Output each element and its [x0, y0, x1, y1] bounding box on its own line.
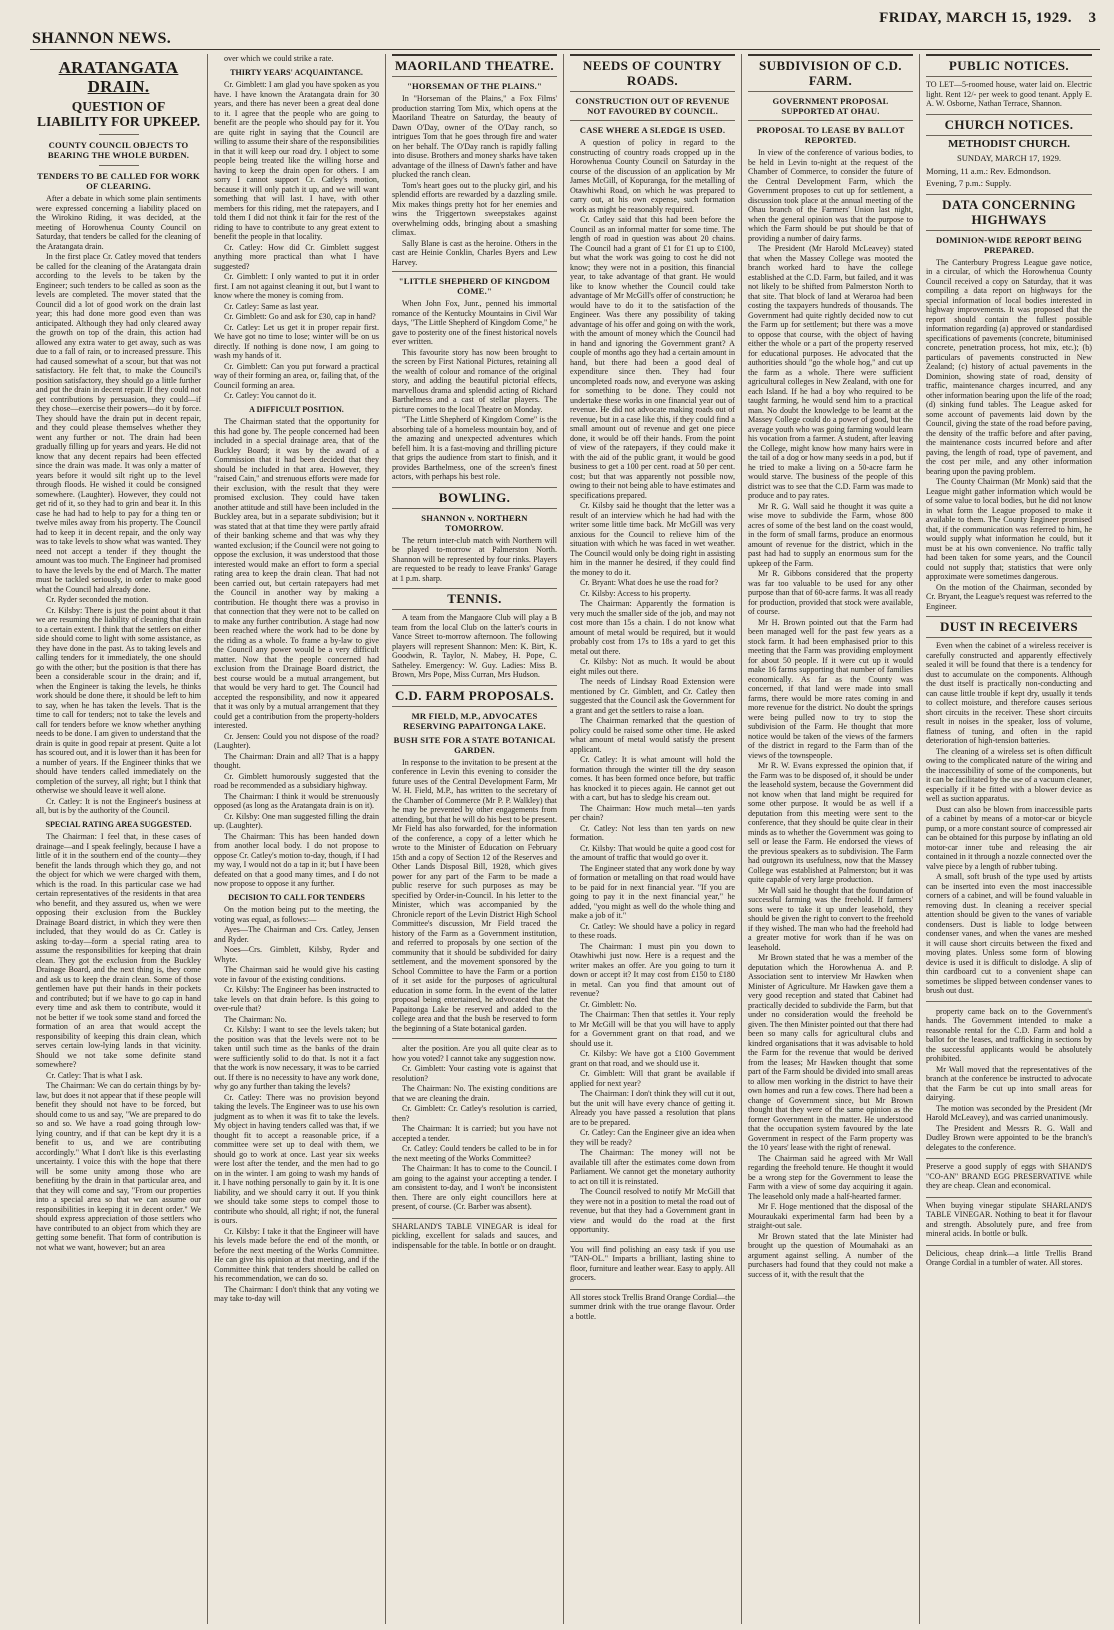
- paragraph: Cr. Gimblett: Go and ask for £30, cap in hand?: [224, 312, 376, 321]
- paragraph: Cr. Ryder seconded the motion.: [46, 595, 149, 604]
- paragraph: The Chairman: No.: [224, 1014, 287, 1024]
- paragraph: On the motion of the Chairman, seconded by Cr. Bryant, the League's request was referred to the Engineer.: [926, 582, 1092, 611]
- deck-government-proposal: GOVERNMENT PROPOSAL SUPPORTED AT OHAU.: [772, 96, 889, 116]
- paragraph: The Canterbury Progress League gave notice, in a circular, of which the Horowhenua County Council received a copy on Saturday, that it was compiling a data report on highways for the special information of local bodies interested in highway improvements. It was proposed that the report should contain the fullest possible information regarding (a) approved or standardised specifications of pavements (concrete, bituminised concrete, penetration process, hot mix, etc.); (b) particulars of pavements constructed in New Zealand; (c) history of actual pavements in the Dominion, showing state of road, density of traffic, maintenance charges incurred, and any other information bearing upon the life of the road; (d) sinking fund tables. The League asked for some account of pavements laid down by the Council, giving the state of the road before paving, the density of the traffic before and after paving, the maintenance costs incurred before and after paving, the length of road, type of pavement, and the cost per mile, and any other information bearing upon the paving problem.: [926, 257, 1092, 476]
- page-number: 3: [1088, 10, 1096, 26]
- paragraph: In "Horseman of the Plains," a Fox Films' production starring Tom Mix, which opens at the Maoriland Theatre on Saturday, the beauty of Dawn O'Day, owner of the O'Day ranch, so intrigues Tom that he goes through fire and water on her behalf. The O'Day ranch is rapidly falling into disuse. Brothers and money sharks have taken advantage of the illness of Dawn's father and have plucked the ranch clean.: [392, 94, 557, 179]
- paragraph: The Chairman: No. The existing conditions are that we are cleaning the drain.: [392, 1084, 557, 1103]
- column-5: [742, 54, 920, 1624]
- paper-name: SHANNON NEWS.: [32, 30, 172, 47]
- advertisement-egg-preservative: [926, 1158, 1092, 1191]
- deck-sledge: CASE WHERE A SLEDGE IS USED.: [570, 120, 735, 135]
- paragraph: This favourite story has now been brought to the screen by First National Pictures, retaining all the wealth of colour and romance of the original story, and adding the beautiful pictorial effects, marvellous drama and splendid acting of Richard Barthelmess and a cast of stellar players. The picture comes to the local Theatre on Monday.: [392, 347, 557, 414]
- column-4: [564, 54, 742, 1624]
- paragraph: In response to the invitation to be present at the conference in Levin this evening to consider the future uses of the Central Development Farm, Mr W. H. Field, M.P., has written to the secretary of the Chamber of Commerce (Mr P. P. Walkley) that he may be prevented by other engagements from attending, but that he will do his best to be present. Mr Field has also forwarded, for the information of the conference, a copy of a letter which he wrote to the Minister of Education on February 15th and a copy of Section 12 of the Reserves and Other Lands Disposal Bill, 1928, which gives power for any part of the Farm to be made a public reserve for such purposes as may be specified by Order-in-Council. In his letter to the Minister, which was accompanied by the Chronicle report of the Levin District High School Committee's discussion, Mr Field traced the history of the Farm as a Government institution, and referred to proposals by one section of the community that it should be subdivided for dairy settlement, and the movement sponsored by the School Committee to have the Farm or a portion of it set aside for the purposes of agricultural education in some form. In the event of the latter proposal being entertained, he advocated that the Papaitonga Lake be reserved and added to the college area and that the bush be reserved to form the beginning of a State botanical garden.: [392, 757, 557, 1033]
- headline-maoriland-theatre: MAORILAND THEATRE.: [392, 54, 557, 77]
- church-morning-service: Morning, 11 a.m.: Rev. Edmondson.: [926, 165, 1051, 176]
- deck-construction-revenue: CONSTRUCTION OUT OF REVENUE NOT FAVOURED BY COUNCIL.: [575, 96, 730, 116]
- deck-lease-ballot: PROPOSAL TO LEASE BY BALLOT REPORTED.: [748, 120, 913, 145]
- deck-little-shepherd: "LITTLE SHEPHERD OF KINGDOM COME.": [392, 271, 557, 296]
- paragraph: The Council resolved to notify Mr McGill that they were not in a position to metal the road out of revenue, but that they had a Government grant in view and would do the road at the first opportunity.: [570, 1187, 735, 1234]
- deck-dominion-report: DOMINION-WIDE REPORT BEING PREPARED.: [935, 234, 1083, 255]
- paragraph: Even when the cabinet of a wireless receiver is carefully constructed and apparently effectively sealed it will be found that there is a tendency for dust to accumulate on the components. Although the dust itself is practically non-conducting and can cause little trouble if kept dry, usually it tends to collect moisture, and therefore causes serious short circuits in the receiver. These short circuits result in noises in the speaker, loss of volume, flatness of tuning, and often in the rapid deterioration of high-tension batteries.: [926, 641, 1092, 745]
- paragraph: The County Chairman (Mr Monk) said that the League might gather information which would be of some value to local bodies, but he did not know in what form the League proposed to make it available to them. The County Engineer promised that, if the communication was referred to him, he would supply what information he could, but it must be at his own convenience. No traffic tally had been taken for some years, and the Council could not supply that; statistics that were only approximate were sometimes dangerous.: [926, 477, 1092, 581]
- paragraph: Cr. Kilsby: One man suggested filling the drain up. (Laughter).: [214, 811, 379, 830]
- advertisement-text: All stores stock Trellis Brand Orange Cordial—the summer drink with the true orange flavour. Order a bottle.: [570, 1292, 736, 1321]
- headline-bowling: BOWLING.: [392, 487, 557, 509]
- paragraph: over which we could strike a rate.: [224, 54, 334, 63]
- paragraph: The Chairman: I don't think they will cut it out, but the unit will have every chance of getting it. Already you have passed a resolution that plans are to be prepared.: [570, 1089, 735, 1127]
- paragraph: Cr. Catley said that this had been before the Council as an informal matter for some time. The length of road in question was about 20 chains. The Council had a grant of £1 for £1 up to £100, but what the work was going to cost he did not know; they were not in a position, this financial year, to take advantage of that grant. He would like to know whether the Council could take advantage of Mr McGill's offer of construction; he would have to do it to the satisfaction of the Engineer. Was there any possibility of taking advantage of his offer and going on with the work, with the amount of money which the Council had in hand and ignoring the Government grant? A couple of months ago they had a certain amount in hand, but there had been a good deal of expenditure since then. They had four uncompleted roads now, and everyone was asking for something to be done. They could not undertake these works in one financial year out of revenue. He did not advocate making roads out of revenue, but in a case like this, if they could find a small amount out of revenue and get one piece done, it would be off their hands. From the point of view of the ratepayers, if they could make it with the aid of the public grant, it would be good business to get a 100 per cent. road at 50 per cent. cost; but that was apparently not possible now, owing to their not being able to have estimates and specifications prepared.: [570, 215, 735, 500]
- paragraph: Mr H. Brown pointed out that the Farm had been managed well for the past few years as a stock farm. It had been emphasised prior to this meeting that the Farm was providing employment for about 50 people. If it were cut up it would make 16 farms supporting that number of families economically. As far as the County was concerned, if that land were made into small farms, there would be more rates coming in and more revenue for the district. No doubt the springs were being pulled now to try to stop the subdivision of the Farm. He thought that more notice would be taken of the views of the farmers of the district in regard to the Farm than of the views of the townspeople.: [748, 617, 913, 760]
- paragraph: On the motion being put to the meeting, the voting was equal, as follows:—: [214, 905, 379, 924]
- paragraph: The return inter-club match with Northern will be played to-morrow at Palmerston North. Shannon will be represented by four rinks. Players are requested to be ready to leave Franks' Garage at 1 p.m. sharp.: [392, 535, 557, 583]
- paragraph: A team from the Mangaore Club will play a B team from the local Club on the latter's courts in Vance Street to-morrow afternoon. The following players will represent Shannon: Men: K. Birt, K. Goodwin, R. Taylor, N. Mabey, H. Pope, C. Satheley. Emergency: W. Guy. Ladies: Miss B. Brown, Mrs Pope, Miss Curran, Mrs Hudson.: [392, 613, 557, 679]
- paragraph: The President and Messrs R. G. Wall and Dudley Brown were appointed to be the branch's delegates to the conference.: [926, 1123, 1092, 1152]
- paragraph: Mr Brown stated that the late Minister had brought up the question of Moumahaki as an argument against selling. A number of the purchasers had found that they could not make a success of it, with the result that the: [748, 1231, 913, 1279]
- paragraph: Mr Wall said he thought that the foundation of successful farming was the freehold. If farmers' sons were to take it up under leasehold, they should be given the right to convert to the freehold if they wished. The man who had the freehold had a greater motive for work than if he was on leasehold.: [748, 885, 913, 952]
- paragraph: Cr. Gimblett: Can you put forward a practical way of their forming an area, or, failing that, of the Council forming an area.: [214, 361, 379, 390]
- paragraph: A question of policy in regard to the constructing of country roads cropped up in the Horowhenua County Council on Saturday in the course of the discussion of an application by Mr James McGill, of Kopuranga, for the metalling of Otawhiwhi Road, on which he was prepared to carry out, at his own expense, such formation work as might be reasonably required.: [570, 138, 735, 214]
- paragraph: The President (Mr Harold McLeavey) stated that when the Massey College was mooted the branch worked hard to have the college established at the C.D. Farm, but failed, and it was not likely to be shifted from Palmerston North to that site. That block of land at Weraroa had been costing the taxpayers hundreds of thousands. The Government had quite rightly decided now to cut the Farm up for settlement; but there was a move to oppose that course, with the object of having either the whole or a part of the property reserved for educational purposes. He advocated that the authorities should "go the whole hog," and cut up the farm as a whole. There were sufficient agricultural colleges in New Zealand, with one for each Island. If he had a boy who required to be taught farming, he would send him to a practical man. No doubt the knowledge to be learnt at the Massey College could do a power of good, but the average youth who was going farming would learn his vocation from a farmer. A student, after leaving the College, might know how many hairs were in the tail of a dog or how many seeds in a pod, but if he tried to make a living on a 50-acre farm he would starve. The business of the people of this district was to see that the C.D. Farm was made to produce and to pay rates.: [748, 244, 913, 500]
- divider: [99, 134, 139, 135]
- advertisement-text: When buying vinegar stipulate SHARLAND'S TABLE VINEGAR. Nothing to beat it for flavour and strength. Absolutely pure, and free from mineral acids. In bottle or bulk.: [926, 1200, 1092, 1238]
- paragraph: Cr. Gimblett: I am glad you have spoken as you have. I have known the Aratangata drain for 30 years, and there has never been a great deal done to it. I agree that the people who are going to benefit are the people who should pay for it. You are quite right in saying that the Council are willing to assume their share of the responsibilities in that it will keep our road dry. I object to some people being treated like the willing horse and having to keep the drain open for others. I am sorry I cannot support Cr. Catley's motion, because it will only patch it up, and we will want something that will last. I have, with other members for this riding, met the ratepayers, and I told them I did not think it fair for the rest of the riding to have to contribute to any great extent to benefit the people in that locality.: [214, 80, 379, 241]
- paragraph: Cr. Kilsby: Access to his property.: [580, 588, 691, 598]
- paragraph: The Chairman: The money will not be available till after the estimates come down from Parliament. We cannot get the monetary authority to act on till it is reinstated.: [570, 1148, 735, 1186]
- paragraph: The motion was seconded by the President (Mr Harold McLeavey), and was carried unanimously.: [926, 1103, 1092, 1122]
- paragraph: The Chairman: I don't think that any voting we may take to-day will: [214, 1284, 379, 1303]
- paragraph: "The Little Shepherd of Kingdom Come" is the absorbing tale of a homeless mountain boy, and of the amazing and unexpected adventures which befell him. It is a fast-moving and thrilling picture that grips the audience from start to finish, and it provides Barthelmess, one of the screen's finest actors, with perhaps his best role.: [392, 415, 557, 481]
- paragraph: Cr. Gimblett: Cr. Catley's resolution is carried, then?: [392, 1104, 557, 1123]
- paragraph: Dust can also be blown from inaccessible parts of a cabinet by means of a motor-car or bicycle pump, or a more constant source of compressed air can be obtained for this purpose by inflating an old motor-car inner tube and releasing the air contained in it through a nozzle connected over the valve piece by a length of rubber tubing.: [926, 804, 1092, 871]
- paragraph: The Chairman: I must pin you down to Otawhiwhi just now. Here is a request and the writer makes an offer. Are you going to turn it down or accept it? It may cost from £150 to £180 in metal. Can you find that amount out of revenue?: [570, 941, 735, 998]
- paragraph: Mr R. W. Evans expressed the opinion that, if the Farm was to be disposed of, it should be under the leasehold system, because the Government did not know when that land might be required for some other purpose. It would be as well if a deputation from this meeting were sent to the conference, that they should be quite clear in their minds as to whether the Government was going to sell or lease the Farm. He endorsed the views of the previous speakers as to subdivision. The Farm had outgrown its usefulness, now that the Massey College was established at Palmerston; but it was quite capable of very large production.: [748, 761, 913, 884]
- advertisement-text: SHARLAND'S TABLE VINEGAR is ideal for pickling, excellent for salads and sauces, and indispensable for the table. In bottle or on draught.: [392, 1221, 557, 1250]
- advertisement-tan-ol: [570, 1241, 735, 1283]
- paragraph: The Chairman: Apparently the formation is very much the smaller side of the job, and may not cost more than 15s a chain. I do not know what amount of metal would be required, but it would probably cost from 17s to 18s a yard to get this metal out there.: [570, 599, 735, 656]
- deck-shannon-northern: SHANNON v. NORTHERN TOMORROW.: [421, 512, 528, 533]
- paragraph: Cr. Catley: Same as last year.: [224, 301, 319, 311]
- paragraph: Cr. Kilsby: Not as much. It would be about eight miles out there.: [570, 657, 735, 676]
- paragraph: The Chairman: It is carried; but you have not accepted a tender.: [392, 1124, 557, 1143]
- paragraph: The Chairman said he would give his casting vote in favour of the existing conditions.: [214, 965, 379, 984]
- paragraph: Noes—Crs. Gimblett, Kilsby, Ryder and Whyte.: [214, 945, 379, 964]
- paragraph: Mr Wall moved that the representatives of the branch at the conference be instructed to advocate that the Farm be cut up into small areas for dairying.: [926, 1064, 1092, 1102]
- side-head-difficult-position: A DIFFICULT POSITION.: [249, 404, 344, 414]
- paragraph: The Chairman stated that the opportunity for this had gone by. The people concerned had been included in a special drainage area, that of the Buckley Board; it was by the award of a Commission that it had been decided that they should be included in that area. However, they "raised Cain," and strenuous efforts were made for their exclusion, with the result that they were promised exclusion. They could have taken another attitude and still have been included in the Buckley area, but in a separate subdivision; but it was stated that at that time they were partly afraid of their banking scheme and that was why they wanted exclusion; if the Council were not going to oppose the exclusion, it was understood that those interested would make an effort to form a special rating area to keep the drain clean. That had not been carried out, but certain ratepayers had met the Council in another way by making a contribution. He thought there was a proviso in that connection that they were not to be called on to make any further contribution. A stage had now been reached where the work had to be done by the riding as a whole. To frame a by-law to give the Council any power would be a very difficult matter. Now that the people concerned had exclusion from the Drainage Board district, the best course would be a mutual arrangement, but that would be very hard to get. The Council had accepted the responsibility, and now it appeared that it was only by a mutual arrangement that they could get a contribution from the property-holders interested.: [214, 417, 379, 730]
- paragraph: Cr. Catley: We should have a policy in regard to these roads.: [570, 921, 735, 940]
- divider: [99, 165, 139, 166]
- paragraph: Cr. Catley: How did Cr. Gimblett suggest anything more practical than what I have suggested?: [214, 242, 379, 271]
- paragraph: The needs of Lindsay Road Extension were mentioned by Cr. Gimblett, and Cr. Catley then suggested that the Council ask the Government for a grant and get the settlers to raise a loan.: [570, 677, 735, 715]
- side-head-special-rating: SPECIAL RATING AREA SUGGESTED.: [45, 819, 192, 829]
- column-3: [386, 54, 564, 1624]
- paragraph: The Chairman: It has to come to the Council. I am going to the against your accepting a tender. I am consistent to-day, and I won't be inconsistent then. There are only eight councillors here at present, of course. (Cr. Barber was absent).: [392, 1164, 557, 1211]
- paragraph: alter the position. Are you all quite clear as to how you voted? I cannot take any suggestion now.: [392, 1044, 557, 1063]
- paragraph: In view of the conference of various bodies, to be held in Levin to-night at the request of the Chamber of Commerce, to consider the future of the Central Development Farm, which the Government proposes to cut up for settlement, a discussion took place at the annual meeting of the Ohau branch of the Farmers' Union last night, when the general opinion was that the purpose to which the Farm should be put should be that of providing a number of dairy farms.: [748, 148, 913, 243]
- side-head-thirty-years: THIRTY YEARS' ACQUAINTANCE.: [230, 67, 363, 77]
- paragraph: Cr. Catley: Let us get it in proper repair first. We have got no time to lose; winter will be on us directly. If nothing is done now, I am going to wash my hands of it.: [214, 322, 379, 360]
- paragraph: The Chairman: Drain and all? That is a happy thought.: [214, 751, 379, 770]
- paragraph: Cr. Gimblett: Will that grant be available if applied for next year?: [570, 1069, 735, 1088]
- paragraph: The Chairman: I feel that, in these cases of drainage—and I speak feelingly, because I have a little of it in the southern end of the county—they benefit the lands through which they go, and not the object for which we were charged with them, which is the road. In this particular case we had certain representatives of the residents in that area who benefit, and they assured us, when we were opposing their exclusion from the Buckley Drainage Board district, in which they were then included, that they would do as Cr. Catley is asking to-day—form a special rating area to assume the responsibilities for keeping that drain clean. They got the exclusion from the Buckley Drainage Board, and the next thing is, they come and ask us to keep the drain clean. Some of those gentlemen have put their hands in their pockets and contributed; but if we have to go cap in hand every time and ask them to contribute, would it not be better if we took some stand and forced the formation of an area that would accept the responsibility of keeping this drain clean, which serves certain low-lying lands in that vicinity. Should we not take some definite stand somewhere?: [36, 832, 201, 1069]
- masthead: [30, 6, 1100, 50]
- deck-bush-site: BUSH SITE FOR A STATE BOTANICAL GARDEN.: [393, 734, 556, 755]
- paragraph: A small, soft brush of the type used by artists can be inserted into even the most inaccessible corners of a cabinet, and will be found valuable in removing dust. In cleaning a receiver special attention should be given to the vanes of variable condensers. Dust is liable to lodge between condenser vanes, and when the vanes are meshed it will cause short circuits between the fixed and moving plates. Unless some form of blowing device is used it is difficult to dislodge. A slip of thin cardboard cut to a convenient shape can sometimes be slipped between condenser vanes to brush out dust.: [926, 872, 1092, 995]
- divider: [392, 1038, 557, 1039]
- paragraph: After a debate in which some plain sentiments were expressed concerning a liability placed on the Wirokino Riding, it was decided, at the meeting of Horowhenua County Council on Saturday, that tenders be called for the cleaning of the Aratangata drain.: [36, 194, 201, 251]
- headline-country-roads: NEEDS OF COUNTRY ROADS.: [570, 54, 735, 92]
- paragraph: Cr. Gimblett humorously suggested that the road be recommended as a subsidiary highway.: [214, 771, 379, 790]
- paragraph: Ayes—The Chairman and Crs. Catley, Jensen and Ryder.: [214, 925, 379, 944]
- deck-council-objects: COUNTY COUNCIL OBJECTS TO BEARING THE WHOLE BURDEN.: [47, 140, 190, 160]
- paragraph: The Chairman: This has been handed down from another local body. I do not propose to oppose Cr. Catley's motion to-day, though, if I had my way, I would not do a tap in it; but I have been defeated on that a good many times, and I do not now propose to oppose it any further.: [214, 831, 379, 888]
- paragraph: Cr. Kilsby: I take it that the Engineer will have his levels made before the end of the month, or before the next meeting of the Works Committee. He can give his opinion at that meeting, and if the Committee think that tenders should be called on his recommendation, we can do so.: [214, 1226, 379, 1283]
- paragraph: The Chairman: We can do certain things by by-law, but does it not appear that if these people will benefit they should not have to be forced, but should come to us and say, "We are prepared to do so and so. We have a road going through low-lying country, and if that can be kept dry it is a benefit to us, and we are contributing accordingly." What I don't like is this everlasting uncertainty. I voice this with the hope that there will be some unity among those who are benefiting by the drain in that particular area, and that they will come and say, "From our properties into a special area so that we can assume our responsibilities in keeping it in decent order." We should express appreciation of those settlers who have contributed to an object from which they are getting some benefit. That form of contribution is not what we want, however; but an area: [36, 1081, 201, 1252]
- church-evening-service: Evening, 7 p.m.: Supply.: [926, 178, 1012, 188]
- paragraph: The Chairman said he agreed with Mr Wall regarding the freehold tenure. He thought it would be a wrong step for the Government to lease the Farm with a view of some day acquiring it again. The leasehold only made a half-hearted farmer.: [748, 1153, 913, 1201]
- advertisement-text: You will find polishing an easy task if you use "TAN-OL." Imparts a brilliant, lasting shine to floor, furniture and leather wear. Easy to apply. All grocers.: [570, 1244, 735, 1282]
- paragraph: Cr. Catley: Could tenders be called to be in for the next meeting of the Works Committee?: [392, 1144, 557, 1163]
- headline-aratangata-drain: ARATANGATA DRAIN.: [58, 58, 179, 96]
- church-name: METHODIST CHURCH.: [947, 137, 1071, 150]
- article-columns: [30, 54, 1100, 1624]
- headline-highways-data: DATA CONCERNING HIGHWAYS: [926, 194, 1092, 231]
- paragraph: Cr. Kilsby said he thought that the letter was a result of an interview which he had had with the writer some little time back. Mr McGill was very anxious for the Council to relieve him of the situation with which he was faced in wet weather. The Council would only be doing right in assisting him in the manner he desired, if they could find the money to do it.: [570, 501, 735, 577]
- paragraph: Cr. Jensen: Could you not dispose of the road? (Laughter).: [214, 731, 379, 750]
- paragraph: Cr. Catley: You cannot do it.: [224, 391, 317, 400]
- paragraph: Cr. Kilsby: The Engineer has been instructed to take levels on that drain before. Is this going to over-rule that?: [214, 985, 379, 1013]
- paragraph: Sally Blane is cast as the heroine. Others in the cast are Heinie Conklin, Charles Byers and Lew Harvey.: [392, 238, 557, 267]
- paragraph: Cr. Kilsby: I want to see the levels taken; but the position was that the levels were not to be taken until such time as the banks of the drain were sufficiently solid to do that. Is not it a fact that the work is now necessary, it was to be carried out. If there is no necessity to have any work done, why go any further than taking the levels?: [214, 1025, 379, 1091]
- paragraph: Cr. Gimblett: I only wanted to put it in order first. I am not against cleaning it out, but I want to know where the money is coming from.: [214, 272, 379, 300]
- paragraph: Cr. Catley: It is what amount will hold the formation through the winter till the dry season comes. It has been formed once before, but traffic has knocked it to pieces again. He cannot get out with a cart, but has to sledge his cream out.: [570, 755, 735, 802]
- headline-subdivision-cd-farm: SUBDIVISION OF C.D. FARM.: [748, 54, 913, 92]
- paragraph: Cr. Kilsby: There is just the point about it that we are resuming the liability of cleaning that drain to a certain extent. I think that the settlers on either side should come to light with some assistance, as they have done in the past. As to taking levels and calling tenders for it immediately, the one should go with the other; but the position is that there has been a considerable scour in the drain; and if, when the Engineer is taking the levels, he thinks work should be done there, it should be left to him to say, when he has taken the levels. That is the time to call for tenders; not to take the levels and call for tenders before we know whether anything needs to be done. I am given to understand that the drain is quite in good repair at present. Quite a lot has scoured out, and it is lower than it has been for a number of years. If the Engineer thinks that we should have tenders called immediately on the completion of the survey, all right; but I think that otherwise we should leave it well alone.: [36, 605, 201, 795]
- advertisement-text: Preserve a good supply of eggs with SHAND'S "CO-AN" BRAND EGG PRESERVATIVE while they are cheap. Clean and economical.: [926, 1162, 1092, 1190]
- paragraph: The Chairman: Then that settles it. Your reply to Mr McGill will be that you will have to apply for a Government grant on that road, and we should use it.: [570, 1010, 735, 1048]
- deck-horseman: "HORSEMAN OF THE PLAINS.": [407, 81, 542, 91]
- advertisement-orange-cordial: [926, 1245, 1092, 1268]
- paragraph: The Engineer stated that any work done by way of formation or metalling on that road would have to be paid for in next financial year. "If you are going to pay it in the next financial year," he added, "you might as well do the whole thing and make a job of it.": [570, 863, 735, 920]
- church-service-date: SUNDAY, MARCH 17, 1929.: [956, 153, 1062, 163]
- issue-date: FRIDAY, MARCH 15, 1929.: [879, 10, 1072, 26]
- advertisement-table-vinegar: [926, 1197, 1092, 1239]
- column-2: [208, 54, 386, 1624]
- column-1: [30, 54, 208, 1624]
- paragraph: The Chairman: I think it would be strenuously opposed (as long as the Aratangata drain is on it).: [214, 791, 379, 810]
- paragraph: Cr. Catley: Can the Engineer give an idea when they will be ready?: [570, 1128, 735, 1147]
- headline-church-notices: CHURCH NOTICES.: [926, 114, 1092, 136]
- paragraph: Mr R. Gibbons considered that the property was far too valuable to be used for any other purpose than that of 60-acre farms. It was all ready for production, provided that stock were available, of course.: [748, 569, 913, 616]
- advertisement-vinegar: [392, 1218, 557, 1251]
- deck-mr-field: MR FIELD, M.P., ADVOCATES RESERVING PAPAITONGA LAKE.: [403, 710, 546, 731]
- paragraph: Mr Brown stated that he was a member of the deputation which the Horowhenua A. and P. Association sent to interview Mr Hawken when Minister of Agriculture. Mr Hawken gave them a very good reception and stated that Cabinet had practically decided to subdivide the Farm, but that under no consideration would the freehold be given. The then Minister pointed out that there had been so many calls for agricultural clubs and kindred organisations that it was advisable to hold the Farm for the revenue that would be derived from the leases; Mr Hawken thought that some part of the Farm should be divided into small areas to allow men working in the district to have their own homes and run a few cows. There had been a change of Government since, but Mr Brown thought that they were of the same opinion as the former Government in the matter. He understood that the occupation system favoured by the late Government in respect of the Farm property was the 10 years' lease with the right of renewal.: [748, 953, 913, 1152]
- paragraph: The cleaning of a wireless set is often difficult owing to the complicated nature of the wiring and the inaccessibility of some of the components, but it can be facilitated by the use of a vacuum cleaner, especially if it be fitted with a blower device as well as suction apparatus.: [926, 746, 1092, 803]
- paragraph: Cr. Kilsby: We have got a £100 Government grant on that road, and we should use it.: [570, 1049, 735, 1068]
- paragraph: When John Fox, Junr., penned his immortal romance of the Kentucky Mountains in Civil War days, "The Little Shepherd of Kingdom Come," he gave to posterity one of the finest historical novels ever written.: [392, 299, 557, 346]
- paragraph: The Chairman: How much metal—ten yards per chain?: [570, 803, 735, 822]
- subheadline-liability: QUESTION OF LIABILITY FOR UPKEEP.: [37, 99, 200, 129]
- paragraph: Cr. Gimblett: Your casting vote is against that resolution?: [392, 1064, 557, 1083]
- headline-public-notices: PUBLIC NOTICES.: [926, 54, 1092, 77]
- paragraph: The Chairman remarked that the question of policy could be raised some other time. He asked what amount of metal would satisfy the present applicant.: [570, 716, 735, 754]
- headline-cd-farm-proposals: C.D. FARM PROPOSALS.: [392, 685, 557, 707]
- headline-tennis: TENNIS.: [392, 588, 557, 610]
- headline-dust-receivers: DUST IN RECEIVERS: [926, 616, 1092, 638]
- paragraph: Cr. Catley: It is not the Engineer's business at all, but is by the authority of the Council.: [36, 796, 201, 815]
- paragraph: Tom's heart goes out to the plucky girl, and his splendid efforts are rewarded by a dazzling smile. Mix makes things pretty hot for her enemies and wins the Triggertown sweepstakes against overwhelming odds, bringing about a smashing climax.: [392, 180, 557, 237]
- paragraph: Cr. Catley: There was no provision beyond taking the levels. The Engineer was to use his own judgment as to when it was fit to take the levels. My object in having tenders called was that, if we thought fit to accept a reasonable price, if a committee were set up to deal with them, we should go to work at once. Last year six weeks were lost after the tender, and the men had to go on in the winter. I am going to wash my hands of it. I have nothing personally to gain by it. It is one liability, and we should carry it out. If you think we should take some steps to compel those to contribute who should, all right; if not, the funeral is ours.: [214, 1092, 379, 1225]
- side-head-decision-tenders: DECISION TO CALL FOR TENDERS: [228, 892, 365, 902]
- notice-to-let: TO LET—5-roomed house, water laid on. Electric light. Rent 12/- per week to good tenant. Apply E. A. W. Osborne, Nathan Terrace, Shannon.: [926, 80, 1092, 108]
- paragraph: Mr F. Hoge mentioned that the disposal of the Mouraukaki experimental farm had been by a straight-out sale.: [748, 1202, 913, 1230]
- paragraph: Cr. Gimblett: No.: [580, 999, 637, 1009]
- advertisement-text: Delicious, cheap drink—a little Trellis Brand Orange Cordial in a tumbler of water. All stores.: [926, 1248, 1092, 1267]
- divider: [926, 1001, 1092, 1002]
- paragraph: Mr R. G. Wall said he thought it was quite a wise move to subdivide the Farm, whose 800 acres of some of the best land on the coast would, in the form of small farms, produce an enormous amount of revenue for the district, which in the past had had to supply an enormous sum for the upkeep of the Farm.: [748, 501, 913, 568]
- advertisement-trellis-cordial: [570, 1289, 735, 1322]
- paragraph: In the first place Cr. Catley moved that tenders be called for the cleaning of the Aratangata drain according to the levels to be taken by the Engineer; such tenders to be called as soon as the levels are completed. The mover stated that the Council did a lot of good work on the drain last year; this had done more good even than was anticipated. Although they had only cleared away the growth on top of the drain, this action had allowed any extra water to get away, such as was due to a fall of rain, or to increased pressure. This had caused somewhat of a scour, but that was not satisfactory. He felt that, to make the Council's position satisfactory, they should go a little further and put the drain in decent repair. If they could not get contributions by persuasion, they could—if they chose—exercise their powers—do it by force. They should have the drain put in decent repair, and they could please themselves whether they went any further or not. The drain had been gradually filling up for years and years. He did not know that any decent repairs had been effected since the drain was made. It was only a matter of years before it would silt right up to the level through floods. He wished it could be consigned somewhere. (Laughter). However, they could not get rid of it, so they had to grin and bear it. In this case he had had to help to pay for a thing ten or twelve miles away from his property. The Council had to keep it in decent repair, and the only way was to take levels to show what was wanted. They need not accept a tender if they thought the amount was too much. The Engineer had promised to have the levels by the end of March. The matter must be tackled seriously, in order to make good what the Council had already done.: [36, 252, 201, 594]
- paragraph: Cr. Catley: Not less than ten yards on new formation.: [570, 823, 735, 842]
- paragraph: property came back on to the Government's hands. The Government intended to make a reasonable rental for the C.D. Farm and hold a ballot for the leases, and trafficking in sections by the successful applicants would be absolutely prohibited.: [926, 1006, 1092, 1063]
- column-6: [920, 54, 1098, 1624]
- paragraph: Cr. Kilsby: That would be quite a good cost for the amount of traffic that would go over it.: [570, 843, 735, 862]
- paragraph: Cr. Bryant: What does he use the road for?: [580, 578, 719, 587]
- deck-tenders: TENDERS TO BE CALLED FOR WORK OF CLEARING.: [37, 171, 200, 191]
- paragraph: Cr. Catley: That is what I ask.: [46, 1070, 143, 1080]
